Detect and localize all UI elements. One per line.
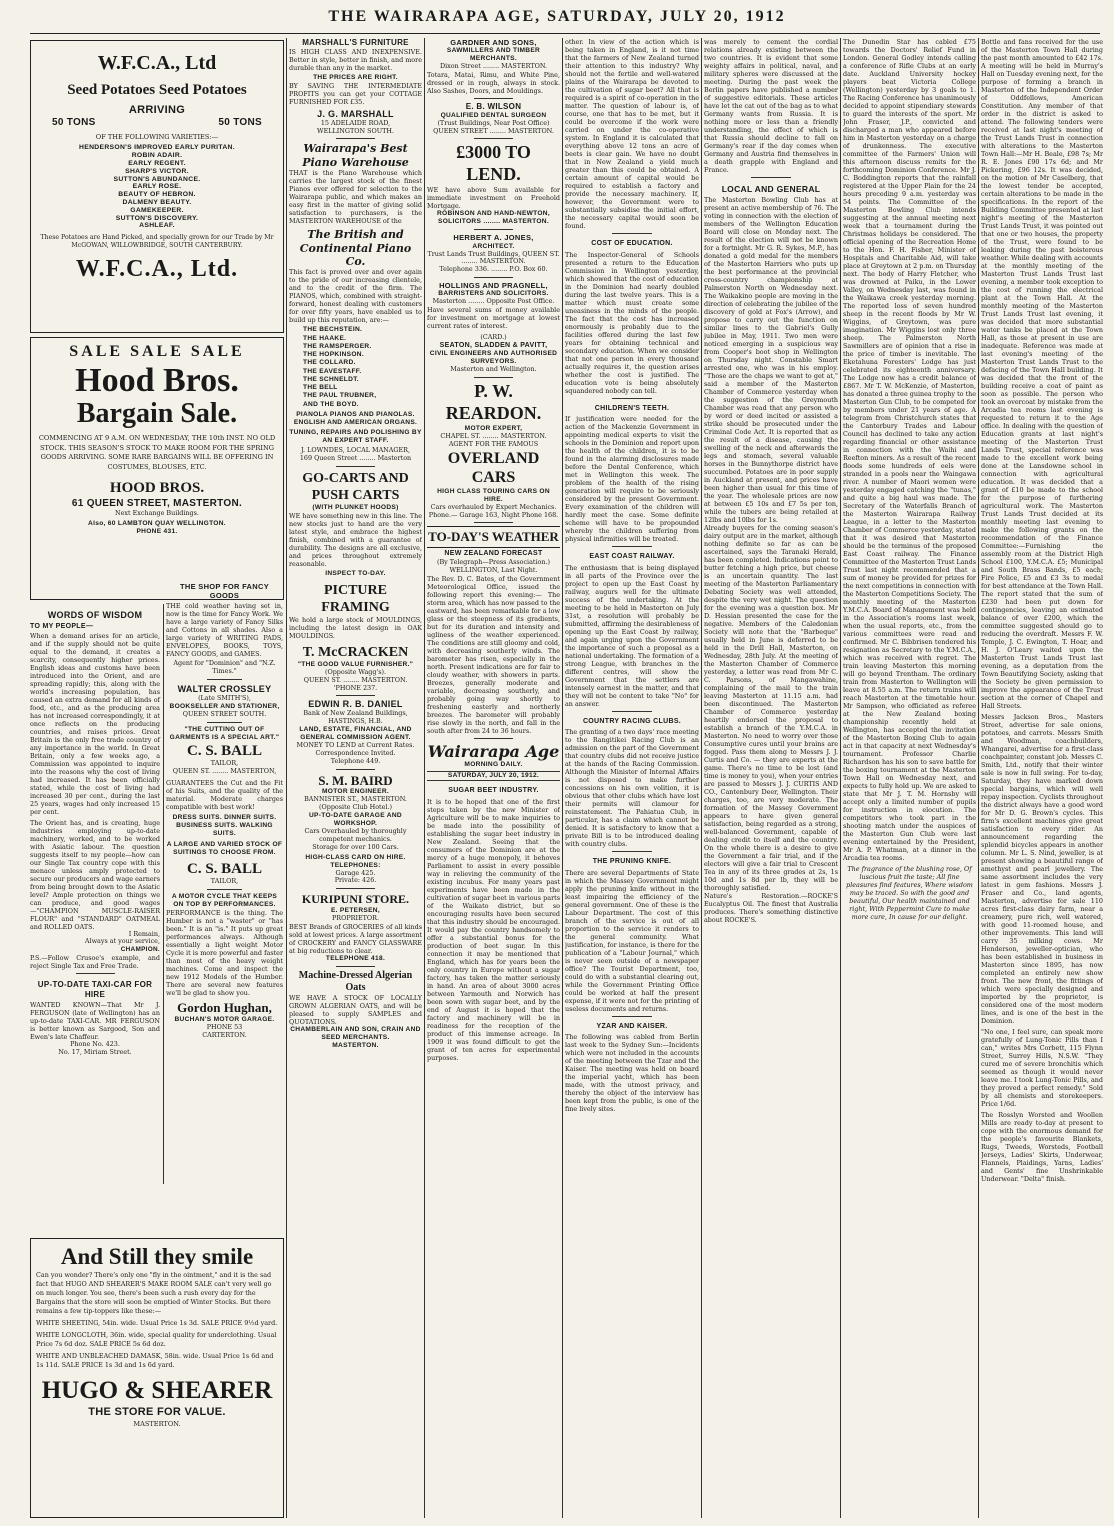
lung-tonic-advert: "No one, I feel sure, can speak more gratefully of Lung-Tonic Pills than I can," writes Mrs Corbett, 115 Flynn Street, Surrey Hills, N.S.W. "They cured me of severe bronchitis which seemed as though it would never leave me. I took Lung-Tonic Pills, and they proved a perfect remedy." Sold by all chemists and storekeepers. Price 1/6d.: [981, 1028, 1103, 1108]
ball-name: C. S. BALL: [186, 742, 263, 759]
daniel-bank: Bank of New Zealand Buildings,: [303, 709, 408, 718]
column-2: [289, 38, 422, 1522]
rosslyn-advert: The Rosslyn Worsted and Woollen Mills are ready to-day at present to cope with the enormous demand for the people's favourite Blankets, Rugs, Tweeds, Worsteds, Football Jerseys, Ladies' Skirts, Underwear, Flannels, Plaidings, Yarns, Ladies' and Gents' fine Unshrinkable Underwear. "Delta" finish.: [981, 1111, 1103, 1183]
hughan-name: Gordon Hughan,: [177, 999, 272, 1015]
column-4: [565, 38, 699, 1522]
reardon-trade: MOTOR EXPERT,: [464, 425, 523, 433]
wisdom-ps: P.S.—Follow Crusoe's example, and reject Single Tax and Free Trade.: [30, 953, 160, 970]
yzar-heading: YZAR AND KAISER.: [596, 1022, 668, 1030]
column-5: [704, 38, 838, 1522]
hollings-address: Masterton ........ Opposite Post Office.: [432, 297, 555, 306]
piano-body: THAT is the Piano Warehouse which carries the largest stock of the finest Pianos ever offered for selection to the Wairarapa public, and which makes an easy first in the matter of giving solid satisfaction to purchasers, is the MASTERTON WAREHOUSE of the: [289, 169, 422, 226]
marshall-address-1: 15 ADELAIDE ROAD,: [320, 118, 391, 127]
telephone-garage: Garage 425.: [335, 868, 376, 877]
jones-name: HERBERT A. JONES,: [453, 233, 534, 243]
pruning-heading: THE PRUNING KNIFE.: [592, 858, 672, 866]
pruning-body: There are several Departments of State in which the Massey Government might apply the pruning knife without in the least impairing the efficiency of the general government. One of these is the Labour Department. The cost of this branch of the service is out of all proportion to the service it renders to the general community. What justification, for instance, is there for the publication of a "Labour Journal," which is never seen outside of a newspaper office? The Tourist Department, too, could do with a substantial clearing out, while the Government Printing Office could be worked at half the present expense, if it were not for the printing of useless documents and returns.: [565, 868, 699, 1013]
kuripuni-title: KURIPUNI STORE.: [301, 892, 410, 907]
paper-date: SATURDAY, JULY 20, 1912.: [427, 771, 560, 781]
framing-body: We hold a large stock of MOULDINGS, including the latest design in OAK MOULDINGS.: [289, 615, 422, 640]
hood-bros-name: HOOD BROS.: [109, 480, 205, 497]
fancy-body: THE cold weather having set in, now is the time for Fancy Work. We have a large variety of Fancy Silks and Cottons in all shades. Also a large variety of WRITING PADS, ENVELOPES, BOOKS, TOYS, FANCY GOODS, and GAMES.: [166, 602, 283, 659]
crossley-name: WALTER CROSSLEY: [177, 683, 272, 694]
marshall-heading: MARSHALL'S FURNITURE: [302, 38, 409, 47]
column-rule: [562, 38, 563, 1518]
seaton-trade: CIVIL ENGINEERS AND AUTHORISED SURVEYORS.: [429, 350, 558, 366]
lend-body: WE have above Sum available for immediate investment on Freehold Mortgage.: [427, 186, 560, 211]
column-6: [843, 38, 976, 1522]
seaton-town: Masterton and Wellington.: [450, 365, 537, 374]
hollings-name: HOLLINGS AND PRAGNELL,: [439, 281, 548, 290]
railway-heading: EAST COAST RAILWAY.: [589, 553, 675, 561]
oats-town: MASTERTON.: [332, 1042, 379, 1050]
weather-byline: (By Telegraph—Press Association.): [436, 557, 551, 566]
wfca-advert: [30, 40, 284, 333]
marshall-name: J. G. MARSHALL: [317, 108, 394, 119]
column-rule: [701, 38, 702, 1518]
daniel-name: EDWIN R. B. DANIEL: [308, 699, 403, 710]
wfca-variety: SUTTON'S ABUNDANCE.: [113, 175, 201, 183]
hughan-town: CARTERTON.: [202, 1030, 247, 1039]
column-3: [427, 38, 560, 1522]
telephones-heading: TELEPHONES:: [330, 861, 381, 869]
weather-dateline: WELLINGTON, Last Night.: [449, 565, 538, 574]
hugo-shearer-title: HUGO & SHEARER: [41, 1376, 273, 1404]
high-class-cars: HIGH-CLASS CARD ON HIRE.: [305, 853, 406, 861]
gocarts-body: WE have something new in this line. The new stocks just to hand are the very latest style, and embrace the highest finish, combined with a guarantee of durability. The designs are all exclusive, and prices throughout extremely reasonable.: [289, 511, 422, 568]
oats-body: WE HAVE A STOCK OF LOCALLY GROWN ALGERIAN OATS, and will be pleased to supply SAMPLES and QUOTATIONS.: [289, 994, 422, 1027]
hood-bros-text: COMMENCING AT 9 A.M. ON WEDNESDAY, THE 10th INST. NO OLD STOCK. THIS SEASON'S STOCK TO MAKE ROOM FOR THE SPRING GOODS ARRIVING. SOME RARE BARGAINS WILL BE OFFERING IN COSTUMES, BLOUSES, ETC.: [38, 433, 276, 472]
hood-bros-also: Also, 60 LAMBTON QUAY WELLINGTON.: [88, 519, 226, 527]
ball-address: QUEEN ST. ........ MASTERTON,: [172, 766, 277, 775]
hughan-phone: PHONE 53: [206, 1022, 243, 1031]
hood-bros-near: Next Exchange Buildings.: [115, 508, 199, 517]
column-rule: [978, 38, 979, 1518]
wfca-tons-left: 50 TONS: [52, 117, 96, 129]
smile-item: WHITE AND UNBLEACHED DAMASK, 58in. wide. Usual Price 1s 6d and 1s 11d. SALE PRICE 1s 3d and 1s 6d yard.: [36, 1351, 274, 1369]
british-body: This fact is proved over and over again to the pride of our increasing clientele, and to the credit of the firm. The PIANOS, which, combined with straight-forward, honest dealing with customers for over fifty years, have enabled us to build up this reputation, are:—: [289, 268, 422, 325]
sugar-continued: other. In view of the action which is being taken in England, is it not time that the farmers of New Zealand turned their attention to this industry? Why should not the fertile and well-watered plains of the Wairarapa be devoted to the cultivation of sugar beet? All that is required is a spirit of co-operation in the matter. The question of labour is, of course, one that has to be met, but it could be overcome if the work were carried on under the co-operative system. In England it is calculated that everything above 12 tons an acre of beets is clear gain. We have no doubt that in New Zealand a yield much greater than this could be obtained. A certain amount of capital would be required to establish a factory and provide the necessary machinery. If, however, the Government were to substantially subsidise the initial effort, the necessary capital would soon be found.: [565, 38, 699, 230]
wfca-footer: W.F.C.A., Ltd.: [75, 256, 239, 283]
wisdom-heading: WORDS OF WISDOM: [47, 610, 143, 620]
marshall-save: BY SAVING THE INTERMEDIATE PROFITS you can get your COTTAGE FURNISHED FOR £35.: [289, 81, 422, 106]
gardner-heading: GARDNER AND SONS,: [450, 38, 537, 47]
piano-manager: J. LOWNDES, LOCAL MANAGER,: [300, 445, 410, 454]
wisdom-sign-3: CHAMPION.: [120, 946, 160, 954]
telephone-private: Private: 426.: [334, 876, 377, 885]
crossley-address: QUEEN STREET SOUTH.: [182, 709, 267, 718]
local-general-body-2: Already buyers for the coming season's dairy output are in the market, although nothing definite so far as can be ascertained, says the Taranaki Herald, has been completed. Indications point to butter fetching a high price, but cheese is an uncertain quantity. The last meeting of the Masterton Parliamentary Debating Society was well attended, despite the very wet night. The question for the evening was a question box. Mr D. Hessian presented the case for the negative. Members of the Caledonian Society will note that the "Barbeque" usually held in June is deferred to be held in the Drill Hall, Masterton, on Wednesday, 28th July. At the meeting of the Masterton Chamber of Commerce yesterday, a letter was read from Mr C. C. Parsons, of Mangawahine, complaining of the mail to the train leaving Masterton at 11.15 a.m. had been discontinued. The Masterton Chamber of Commerce yesterday heartily endorsed the proposal to establish a branch of the Y.M.C.A. in Masterton. No need to worry over those Consumptive cures until your brains are fogged. Pass them along to Messrs J. J. Curtis and Co. — they are experts at the game. There's no time to be lost (and time is money to you), when your entries are passed to Messrs J. J. CURTIS AND CO., Cantenbury Deer, Wellington. Their charges, too, are very moderate. The formation of the Massey Government appears to have given general satisfaction, being regarded as a strong, well-balanced Government, capable of dealing credit to itself and the country. On the whole there is a desire to give the Government a fair trial, and if the electors will give a fair trial to Crescent Tea in any of its three grades at 2s, 1s 10d and 1s 8d per lb, they will be thoroughly satisfied.: [704, 524, 838, 893]
hollings-trade: BARRISTERS AND SOLICITORS.: [438, 290, 549, 298]
daniel-town: HASTINGS, H.B.: [328, 717, 383, 726]
piano-makes-list: [303, 326, 422, 408]
mccracken-opposite: (Opposite Wagg's).: [324, 667, 387, 676]
motorcycle-heading: A MOTOR CYCLE THAT KEEPS ON TOP BY PERFORMANCES.: [171, 892, 278, 908]
reardon-title: P. W. REARDON.: [445, 381, 542, 424]
wisdom-to: TO MY PEOPLE—: [30, 622, 94, 630]
ball-trade-2: TAILOR,: [210, 876, 239, 885]
wfca-title: W.F.C.A., Ltd: [97, 52, 217, 74]
hood-bros-advert: [30, 337, 284, 600]
wfca-variety: BEAUTY OF HEBRON.: [118, 191, 196, 199]
baird-name: S. M. BAIRD: [318, 772, 393, 788]
piano-make: THE BECHSTEIN.: [303, 326, 363, 334]
marshall-body: IS HIGH CLASS AND INEXPENSIVE. Better in style, better in finish, and more durable than any in the market.: [289, 47, 422, 72]
ball-stock: A LARGE AND VARIED STOCK OF SUITINGS TO CHOOSE FROM.: [166, 840, 283, 856]
wisdom-column: [30, 604, 164, 1184]
piano-address: 169 Queen Street ........ Masterton: [299, 453, 412, 462]
smile-item: WHITE SHEETING, 54in. wide. Usual Price 1s 3d. SALE PRICE 9½d yard.: [36, 1318, 278, 1327]
marshall-prices: THE PRICES ARE RIGHT.: [313, 73, 398, 81]
racing-body: The granting of a two days' race meeting to the Rangitikei Racing Club is an admission on the part of the Government that country clubs did not receive justice at the hands of the Racing Commission. Although the Minister of Internal Affairs is not disposed to make further concessions on his own volition, it is obvious that other clubs which have lost their permits will clamour for reinstatement. The Pahiatua Club, in particular, has a claim which cannot be denied. It is satisfactory to know that a private Bill is to be introduced dealing with country clubs.: [565, 728, 699, 849]
jones-trade: ARCHITECT.: [472, 242, 515, 250]
piano-title: Wairarapa's Best: [303, 142, 408, 156]
wfca-variety: EARLY ROSE.: [132, 183, 182, 191]
piano-make: THE EAVESTAFF.: [303, 367, 362, 375]
kuripuni-name: E. PETERSEN,: [330, 906, 381, 914]
wfca-variety: ROBIN ADAIR.: [131, 152, 183, 160]
wfca-note: These Potatoes are Hand Picked, and specially grown for our Trade by Mr McGOWAN, WILLOWBRIDGE, SOUTH CANTERBURY.: [40, 234, 274, 249]
crossley-late: (Late SMITH'S),: [198, 693, 251, 702]
wfca-subtitle: Seed Potatoes Seed Potatoes: [67, 82, 247, 99]
fancy-goods-column: [166, 576, 283, 1196]
daniel-telephone: Telephone 449.: [330, 756, 381, 765]
sugar-body: It is to be hoped that one of the first steps taken by the new Minister of Agriculture will be to make inquiries to be made into the possibility of establishing the sugar beet industry in New Zealand. Seeing that the consumers of the Dominion are at the mercy of a huge monopoly, it behoves Parliament to assist in every possible way in relieving the community of the existing incubus. For many years past experiments have been made in the cultivation of sugar beet in various parts of the Waikato district, but so encouraging results have been secured that this industry should be encouraged. It would pay the country handsomely to offer a substantial bonus for the production of beet sugar. In this connection it may be mentioned that England, which has for years been the only country in Europe without a sugar factory, has taken the matter seriously in hand. An area of about 3000 acres between Yarmouth and Norwich has been sown with sugar beet, and by the end of August it is hoped that the factory and machinery will be in readiness for the reception of the product of this immense acreage. In 1909 it was found difficult to get the grant of ten acres for experimental purposes.: [427, 797, 560, 1062]
british-title: The British and Continental Piano Co.: [299, 228, 412, 268]
reardon-hire: HIGH CLASS TOURING CARS ON HIRE.: [437, 487, 550, 503]
yzar-body: The following was cabled from Berlin last week to the Sydney Sun:—Incidents which were not included in the accounts of the meeting between the Tzar and the Kaiser. The meeting was held on board the imperial yacht, which has been made, with the utmost privacy, and thereby the object of the interview has been kept from the public, is one of the fine lively sites.: [565, 1033, 699, 1114]
column-7: [981, 38, 1103, 1522]
weather-body: The Rev. D. C. Bates, of the Government Meteorological Office, issued the following report this evening:— The storm area, which has now passed to the eastward, has been remarkable for a low glass or the steepness of its gradients, but for its duration and intensity and ugliness of the weather experienced. The conditions are still gloomy and cold, with decreasing southerly winds. The barometer has risen, especially in the north. Present indications are for fair to cloudy weather, with showers in parts. Breezes, generally moderate and variable, decreasing southerly, and probably going way shortly to freshening easterly and northerly breezes. The barometer will probably rise slowly in the north, and fall in the south after from 24 to 36 hours.: [427, 574, 560, 735]
hood-bros-phone: PHONE 431.: [136, 527, 178, 535]
verse: The fragrance of the blushing rose, Of luscious fruit the taste; All fine pleasures find features, Where wisdom may be traced. So with the good and beautiful, Our health maintained and right, With Peppermint Cure to make more cure, In cause for our delight.: [846, 865, 973, 921]
gardner-address: Dixon Street ........ MASTERTON.: [439, 62, 548, 71]
taxi-body: WANTED KNOWN—That Mr J. FERGUSON (late of Wellington) has an up-to-date TAXI-CAR. MR FERGUSON is better known as Sargood, Son and Ewen's late Chaffeur.: [30, 1001, 160, 1042]
piano-make: THE HOPKINSON.: [303, 351, 364, 359]
hugo-shearer-sub: THE STORE FOR VALUE.: [88, 1406, 226, 1419]
ball-body: GUARANTEES the Cut and the Fit of his Suits, and the quality of the material. Moderate charges compatible with best work!: [166, 778, 283, 811]
ball-tagline: "THE CUTTING OUT OF GARMENTS IS A SPECIAL ART.": [169, 725, 280, 741]
piano-tuning: TUNING, REPAIRS AND POLISHING BY AN EXPERT STAFF.: [289, 428, 422, 444]
bargain-sale-title: Bargain Sale.: [76, 397, 238, 429]
smile-body: Can you wonder? There's only one "fly in the ointment," and it is the sad fact that HUGO AND SHEARER'S MAKE ROOM SALE can't very well go on much longer. You see, there's been such a rush every day for the Bargains that the store will soon be emptied of Winter Stocks. But there remains a few tip-toppers like these:—: [36, 1271, 272, 1315]
reardon-address: CHAPEL ST. ........ MASTERTON.: [440, 432, 547, 441]
wisdom-body: When a demand arises for an article, and if the supply should not be quite equal to the demand, it creates a scarcity, consequently higher prices. English ideas and customs have been introduced into the Orient, and are spreading rapidly; this, along with the world's increasing population, has caused an extra demand for all kinds of food, etc., and as the producing area has not increased correspondingly, it at once reflects on the producing countries, and raises prices. Great Britain is the only free trade country of any importance in the world. In Great Britain, only a few weeks ago, a Commission was appointed to inquire into the reasons why the cost of living had increased. It has been officially stated, while the cost of living had increased 30 per cent., during the last 25 years, wages had only increased 15 per cent.: [30, 631, 160, 816]
wfca-variety: EARLY REGENT.: [128, 159, 186, 167]
taxi-phone: Phone No. 423.: [70, 1040, 120, 1049]
ball-trade: TAILOR,: [210, 758, 239, 767]
gocarts-inspect: INSPECT TO-DAY.: [325, 569, 386, 577]
baird-storage: Storage for over 100 Cars.: [312, 842, 399, 851]
piano-title-2: Piano Warehouse: [302, 155, 409, 169]
wisdom-sign-2: Always at your service,: [84, 937, 160, 946]
education-heading: COST OF EDUCATION.: [591, 240, 673, 247]
wisdom-sign-1: I Remain,: [128, 929, 160, 938]
wfca-arriving: ARRIVING: [128, 103, 186, 116]
local-general-heading: LOCAL AND GENERAL: [721, 184, 821, 194]
sugar-heading: SUGAR BEET INDUSTRY.: [448, 787, 539, 795]
wfca-variety: ASHLEAF.: [139, 222, 175, 230]
railway-body: The enthusiasm that is being displayed in all parts of the Province over the project to open up the East Coast by railway, augurs well for the ultimate success of the undertaking. At the meeting to be held in Masterton on July 31st, a resolution will probably be submitted, affirming the desirableness of opening up the East Coast by railway, and again urging upon the Government the importance of such a proposal as a national undertaking. The formation of a strong League, with branches in the different centres, will show the Government that the settlers are intensely earnest in the matter, and that they will not be content to take "No" for an answer.: [565, 563, 699, 708]
teeth-heading: CHILDREN'S TEETH.: [594, 404, 670, 412]
marshall-address-2: WELLINGTON SOUTH.: [317, 126, 394, 135]
mccracken-address: QUEEN ST. ........ MASTERTON.: [303, 675, 408, 684]
weather-title: TO-DAY'S WEATHER: [427, 526, 560, 548]
local-general-col7-2: Messrs Jackson Bros., Masters Street, advertise for sale onions, potatoes, and carrots. Messrs Smith and Woodman, coachbuilders, Whangarei, advertise for a first-class coachpainter, constant job. Messrs C. Smith, Ltd., notify that their winter sale is now in full swing. For to-day, Saturday, they have marked down special bargains, which will well repay inspection. Cyclists throughout the district always have a good word for Mr D. G. Brown's cycles. This firm's excellent machines give great satisfaction to every rider. An announcement regarding the splendid bicycles appears in another column. Mr L. S. Nind, jeweller, is at present showing a beautiful range of amethyst and pearl jewellery. The same assortment includes the very latest in gem fashions. Messrs J. Fraser and Co., land agents, Masterton, advertise for sale 110 acres first-class dairy farm, near a creamery, pure rich, well watered, with good 11-roomed house, and other improvements. This land will carry 35 milking cows. Mr Henderson, jeweller-optician, who has been established in business in Masterton since 1895, has now completed an entirely new show front. The new front, the fittings of which were specially designed and imported by the proprietor, is considered one of the most modern lines, and is one of the best in the Dominion.: [981, 713, 1103, 1025]
baird-garage: UP-TO-DATE GARAGE AND WORKSHOP.: [309, 812, 402, 828]
local-general-col7: Bottle and fans received for the use of the Masterton Town Hall during the past month amounted to £42 17s. A meeting will be held in Murray's Hall on Tuesday evening next, for the purpose of forming a branch in Masterton of the Independent Order of Oddfellows, American Constitution. Any member of that order in the district is asked to attend. The following tenders were received at last night's meeting of the Trust Lands Trust in connection with alterations to the Masterton Town Hall:—Mr H. Beale, £98 7s; Mr R. E. Jones £90 17s 6d; and Mr Pickering, £96 12s. It was decided, on the motion of Mr Caselberg, that the lowest tender be accepted, certain alterations to be made in the specifications. In the report of the Building Committee presented at last night's meeting of the Masterton Trust Lands Trust, it was pointed out that one or two houses, the property of the Trust, were found to be leaking during the past boisterous weather. While dealing with accounts at the monthly meeting of the Masterton Trust Lands Trust last evening, a member took exception to the cost of running the electrical plant at the Town Hall. At the monthly meeting of the Masterton Trust Lands Trust last evening, it was decided that more substantial water tanks be placed at the Town Hall, as those at present in use are inadequate. Reference was made at last evening's meeting of the Masterton Trust Lands Trust to the defacing of the Town Hall building. It was decided that the front of the building receive a coat of paint as soon as possible. The person who took an overcoat by mistake from the Arcadia tea rooms last evening is requested to return it to the Age office. In dealing with the question of Education grants at last night's meeting of the Masterton Trust Lands Trust, special reference was made to the excellent work being done at the Lansdowne school in connection with agricultural education. It was decided that a grant of £10 be made to the school for the purpose of furthering agricultural work. The Masterton Trust Lands Trust decided at its monthly meeting last evening to make the following grants on the recommendation of the Finance Committee:—Furnishing the assembly room at the District High School £100, Y.M.C.A. £5; Municipal and South Brass Bands, £5 each; Fire Police, £5 and £3 3s to medal for best attendance at the Town Hall. The report stated that the sum of £230 had been put down for contingencies, leaving an estimated balance of over £200, which the committee suggested should go to reducing the overdraft. Messrs F. W. Temple, J. C. Ewington, T. Hoar, and H. J. O'Leary waited upon the Masterton Trust Lands Trust last evening, as a deputation from the Town Beautifying Society, asking that the Society be given permission to improve the appearance of the Trust section at the corner of Chapel and Hall Streets.: [981, 38, 1103, 710]
lend-title: £3000 TO LEND.: [456, 142, 531, 185]
ball-suits: DRESS SUITS. DINNER SUITS. BUSINESS SUITS. WALKING SUITS.: [172, 813, 277, 837]
masthead: THE WAIRARAPA AGE, SATURDAY, JULY 20, 1912: [328, 8, 786, 25]
wfca-variety: DALMENY BEAUTY.: [122, 199, 192, 206]
taxi-heading: UP-TO-DATE TAXI-CAR FOR HIRE: [37, 979, 153, 999]
racing-heading: COUNTRY RACING CLUBS.: [582, 717, 682, 725]
wilson-trade: QUALIFIED DENTAL SURGEON: [440, 111, 547, 119]
wfca-variety: SUTTON'S DISCOVERY.: [115, 214, 199, 222]
gardner-body: Totara, Matai, Rimu, and White Pine, dressed or in rough, always in stock. Also Sashes, Doors, and Mouldings.: [427, 71, 560, 96]
baird-body: Cars Overhauled by thoroughly competent mechanics.: [304, 827, 407, 843]
kuripuni-body: BEST Brands of GROCERIES of all kinds sold at lowest prices. A large assortment of CROCKERY and FANCY GLASSWARE at big reductions to clear.: [289, 922, 422, 955]
piano-organs: PIANOLA PIANOS AND PIANOLAS. ENGLISH AND AMERICAN ORGANS.: [293, 410, 418, 426]
jones-telephone: Telephone 336. ........ P.O. Box 60.: [439, 265, 548, 274]
wfca-variety-list: [36, 144, 278, 230]
hollings-body: Have several sums of money available for investment on mortgage at lowest current rates of interest.: [427, 305, 560, 330]
local-general-body: The Masterton Bowling Club has at present an active membership of 76. The voting in connection with the election of members of the Wellington Education Board will close on Monday next. The result of the election will not be known for a fortnight. Mr G. R. Sykes, M.P., has donated a gold medal for the members of the Masterton Harriers who puts up the best performance at the provincial cross-country championship at Palmerston North on Wednesday next. The Waikakino people are moving in the direction of celebrating the jubilee of the discovery of gold at Fox's (Arrow), and propose to carry out the function on similar lines to the Gabriel's Gully jubilee in May, 1911. Two men were noticed emerging in a suspicious way from Cooper's boot shop in Wellington on Thursday night. Constable Smart arrested one, who was in his employ. "Those are the chaps we want to get at," said a member of the Masterton Chamber of Commerce yesterday when the suggestion of the Greymouth Chamber was read that any person who by word or deed incited or assisted a strike should be prosecuted under the Criminal Code Act. It is reported that as the result of a disease, causing the swelling of the neck and afterwards the legs and stomach, several valuable horses in the Bunnythorpe district have succumbed. Potatoes are in poor supply in Auckland at present, and prices have been higher than usual for this time of the year. The wholesale prices are now at between £5 10s and £7 5s per ton, while the tubers are being retailed at 12lbs and 10lbs for 1s.: [704, 196, 838, 525]
paper-subtitle: MORNING DAILY.: [464, 761, 523, 769]
seaton-name: SEATON, SLADDEN & PAVITT,: [439, 341, 548, 349]
reardon-agent: AGENT FOR THE FAMOUS: [448, 439, 539, 448]
hood-bros-title: Hood Bros.: [75, 361, 239, 399]
daniel-services: LAND, ESTATE, FINANCIAL, AND GENERAL COMMISSION AGENT.: [299, 726, 412, 742]
education-body: The Inspector-General of Schools presented a return to the Education Commission in Wellington yesterday, which showed that the cost of education in the Dominion had nearly doubled during the last twelve years. This is a matter which must create some uneasiness in the minds of the people. The fact that the cost has increased enormously is probably due to the facilities offered during the last few years for obtaining technical and secondary education. When we consider that not one person in every thousand actually requires it, the question arises whether the cost is justified. The education vote is being absolutely squandered nobody can tell.: [565, 250, 699, 395]
teeth-body: If justification were needed for the action of the Mackenzie Government in appointing medical experts to visit the schools in the Dominion and report upon the health of the children, it is to be found in the alarming disclosures made before the Dental Conference, which met in Wellington this week. The problem of the health of the rising generation will require to be seriously considered by the present Government. Every examination of the children will hardly meet the case. Some definite scheme will have to be propounded whereby the children suffering from physical infirmities will be treated.: [565, 415, 699, 544]
kuripuni-telephone: TELEPHONE 418.: [325, 954, 386, 962]
hugo-shearer-town: MASTERTON.: [133, 1419, 181, 1428]
oats-title: Machine-Dressed Algerian Oats: [298, 969, 413, 993]
piano-make: THE BELL: [303, 384, 338, 392]
hugo-shearer-advert: [30, 1238, 284, 1518]
smile-item: WHITE LONGCLOTH, 36in. wide, special quality for underclothing. Usual Price 7s 6d doz. SALE PRICE 5s 6d doz.: [36, 1330, 277, 1348]
piano-make: THE PAUL TRUBNER,: [303, 392, 377, 400]
motorcycle-body: PERFORMANCE is the thing. The Humber is not a "waster" or "has been." It is an "is." It puts up great performances always. Although essentially a light weight Motor Cycle it is more powerful and faster than most of the heavy weight machines. Come and inspect the new 1912 Models of the Humber. There are several new features we'll be glad to show you.: [166, 908, 283, 997]
baird-address: BANNISTER ST., MASTERTON. (Opposite Club Hotel.): [304, 795, 407, 812]
piano-make: THE SCHNELDT.: [303, 375, 359, 383]
ball-name-2: C. S. BALL: [186, 860, 263, 877]
piano-make: THE RAMSPERGER.: [303, 342, 372, 350]
mccracken-tag: "THE GOOD VALUE FURNISHER.": [297, 660, 414, 668]
column-rule: [286, 38, 287, 1518]
fancy-agent: Agent for "Dominion" and "N.Z. Times.": [173, 659, 276, 676]
wfca-varieties-intro: OF THE FOLLOWING VARIETIES:—: [95, 133, 219, 142]
smile-title: And Still they smile: [60, 1244, 254, 1269]
weather-subtitle: NEW ZEALAND FORECAST: [444, 550, 543, 558]
taxi-address: No. 17, Miriam Street.: [58, 1048, 132, 1057]
wilson-address: (Trust Buildings, Near Post Office) QUEEN STREET ........ MASTERTON.: [433, 118, 554, 135]
wfca-variety: GAMEKEEPER.: [130, 206, 184, 214]
mccracken-name: T. McCRACKEN: [302, 644, 409, 660]
wfca-tons-right: 50 TONS: [218, 117, 262, 129]
lend-firm: ROBINSON AND HAND-NEWTON, SOLICITORS ........ MASTERTON.: [437, 210, 550, 226]
yzar-continued: was merely to cement the cordial relations already existing between the two countries. It is evident that some weighty affairs in political, naval, and military spheres were discussed at the meeting. During the past week the Berlin papers have published a number of suggestive editorials. These articles have let the cat out of the bag as to what Germany wants from Russia. It is nothing more or less than a friendly understanding, the effect of which is that Russia should decline to fall on Germany's rear if the day comes when Germany and Austria find themselves in a death grapple with England and France.: [704, 38, 838, 174]
kuripuni-proprietor: PROPRIETOR.: [332, 913, 379, 922]
reardon-phone: Phone.— Garage 163, Night Phone 168.: [428, 510, 559, 519]
piano-make: THE COLLARD.: [303, 359, 356, 367]
card-label: (CARD.): [480, 332, 507, 341]
wisdom-body-2: The Orient has, and is creating, huge industries employing up-to-date machinery, worked, and to be worked with Asiatic labour. The question suggests itself to my people—how can our Single Tax country cope with this menace unless amply protected to secure our producers and wage earners from being brought down to the Asiatic level? Ample protection on things we can produce, and good wages—"CHAMPION MUSCLE-RAISER FLOUR" and "STANDARD" OATMEAL and ROLLED OATS.: [30, 818, 160, 931]
local-general-col6: The Dunedin Star has cabled £75 towards the Doctors' Relief Fund in London. General Godley intends calling a conference of Rifle Clubs at an early date. Auckland University hockey players beat Victoria College (Wellington) yesterday by 3 goals to 1. The Racing Conference has unanimously decided to appoint stipendiary stewards to guard the interests of the sport. Mr John Fraser, J.P., convicted and discharged a man who appeared before him in Masterton yesterday on a charge of drunkenness. The executive committee of the Farmers' Union will this afternoon discuss remits for the forthcoming Dominion Conference. Mr J. C. Boddington reports that the rainfall registered at the Upper Plain for the 24 hours preceding 9 a.m. yesterday was 54 points. The Committee of the Masterton Bowling Club intends suggesting at the annual meeting next week that a tournament during the Christmas holidays be considered. The official opening of the Recreation Home to the Hon. F. H. Fisher, Minister of Hospitals and Charitable Aid, will take place at Greytown at 2 p.m. on Thursday next. The body of Harry Fletcher, who was drowned at Paiku, in the Lower Valley, on Wednesday last, was found in the Waikawa creek yesterday morning. The reported loss of seven hundred sheep in the recent floods by Mr W. Wiggins, of Greytown, was pure imagination. Mr Wiggins lost only three sheep. The Palmerston North Sawmillers are of opinion that a rise in the price of timber is inevitable. The Eketahuna Foresters' Lodge has just celebrated its eighteenth anniversary. The Lodge now has a credit balance of £867. Mr T. W. McKenzie, of Masterton, has donated a three guinea trophy to the Masterton Gun Club, to be competed for by members under 21 years of age. A telegram from Christchurch states that the Canterbury Trades and Labour Council has declined to take any action regarding financial or other assistance in connection with the Waihi and Reefton miners. As a result of the recent floods some hundreds of eels were stranded in a pools near the Waingawa river. A number of Maori women were yesterday engaged catching the "tunas," and quite a big haul was made. The Secretary of the Waterfalls Branch of the Masterton Wairarapa Railway League, in a letter to the Masterton Chamber of Commerce yesterday, stated that it was desired that Masterton should be the terminus of the proposed East Coast railway. The Finance Committee of the Masterton Trust Lands Trust last night recommended that a sum of money be provided for prizes for the next competitions in connection with the Masterton Competitions Society. The monthly meeting of the Masterton Y.M.C.A. Board of Management was held in the Association's rooms last week, when the usual reports, etc., from the various committees were read and confirmed. Mr C. Bibbrisen tendered his resignation as Secretary to the Y.M.C.A., which was received with regret. The train leaving Masterton this morning will go beyond Trentham. The ordinary train from Masterton to Wellington will leave at 8.55 a.m. The return trains will reach Masterton at the timetable hour. Mr Sampson, who officiated as referee at the New Zealand boxing championship recently held at Wellington, has accepted the invitation of the Masterton Boxing Club to again act in that capacity at next Wednesday's tournament. Professor Charlie Richardson has his son to save battle for the boxing tournament at the Masterton Town Hall on Wednesday next, and expects to fully hold up. We are asked to state that Mr J. T. M. Hornsby will accept only a limited number of pupils for instruction in elocution. The competitors who took part in the shooting match under the auspices of the Masterton Gun Club were last evening entertained by the President, Mr A. P. Whatman, at a dinner in the Arcadia tea rooms.: [843, 38, 976, 862]
piano-make: THE HAAKE.: [303, 334, 347, 342]
gocarts-title: GO-CARTS AND PUSH CARTS: [302, 470, 409, 503]
gardner-trade: SAWMILLERS AND TIMBER MERCHANTS.: [446, 47, 541, 63]
wfca-variety: SHARP'S VICTOR.: [125, 167, 189, 175]
mccracken-phone: 'PHONE 237.: [333, 683, 378, 692]
hughan-garage: BUCHAN'S MOTOR GARAGE.: [174, 1015, 275, 1023]
daniel-correspondence: Correspondence Invited.: [315, 748, 396, 757]
reardon-overhaul: Cars overhauled by Expert Mechanics.: [430, 502, 557, 511]
wfca-variety: HENDERSON'S IMPROVED EARLY PURITAN.: [79, 144, 235, 152]
crossley-trade: BOOKSELLER AND STATIONER,: [169, 702, 280, 710]
piano-make: AND THE BOYD.: [303, 400, 359, 408]
oats-firm: CHAMBERLAIN AND SON, CRAIN AND SEED MERCHANTS.: [290, 1026, 421, 1042]
column-rule: [840, 38, 841, 1518]
masthead-rule: [30, 33, 1100, 34]
overland-cars: OVERLAND CARS: [447, 449, 540, 487]
framing-title: PICTURE FRAMING: [321, 582, 390, 615]
baird-trade: MOTOR ENGINEER.: [321, 788, 390, 796]
paper-name: Wairarapa Age: [427, 741, 560, 761]
gocarts-sub: (WITH PLUNKET HOODS): [312, 503, 399, 511]
rockes-advert: Nature's Restoration.—ROCKE'S Eucalyptus Oil. The finest that Australia produces. There's something distinctive about ROCKE'S.: [704, 892, 838, 925]
daniel-money: MONEY TO LEND at Current Rates.: [296, 741, 415, 750]
fancy-heading: THE SHOP FOR FANCY GOODS: [179, 582, 270, 601]
wilson-heading: E. B. WILSON: [465, 102, 522, 112]
jones-address: Trust Lands Trust Buildings, QUEEN ST. ........ MASTERTON.: [427, 249, 560, 266]
hood-bros-address: 61 QUEEN STREET, MASTERTON.: [71, 497, 243, 509]
column-rule: [424, 38, 425, 1518]
sale-heading: SALE SALE SALE: [69, 343, 245, 360]
